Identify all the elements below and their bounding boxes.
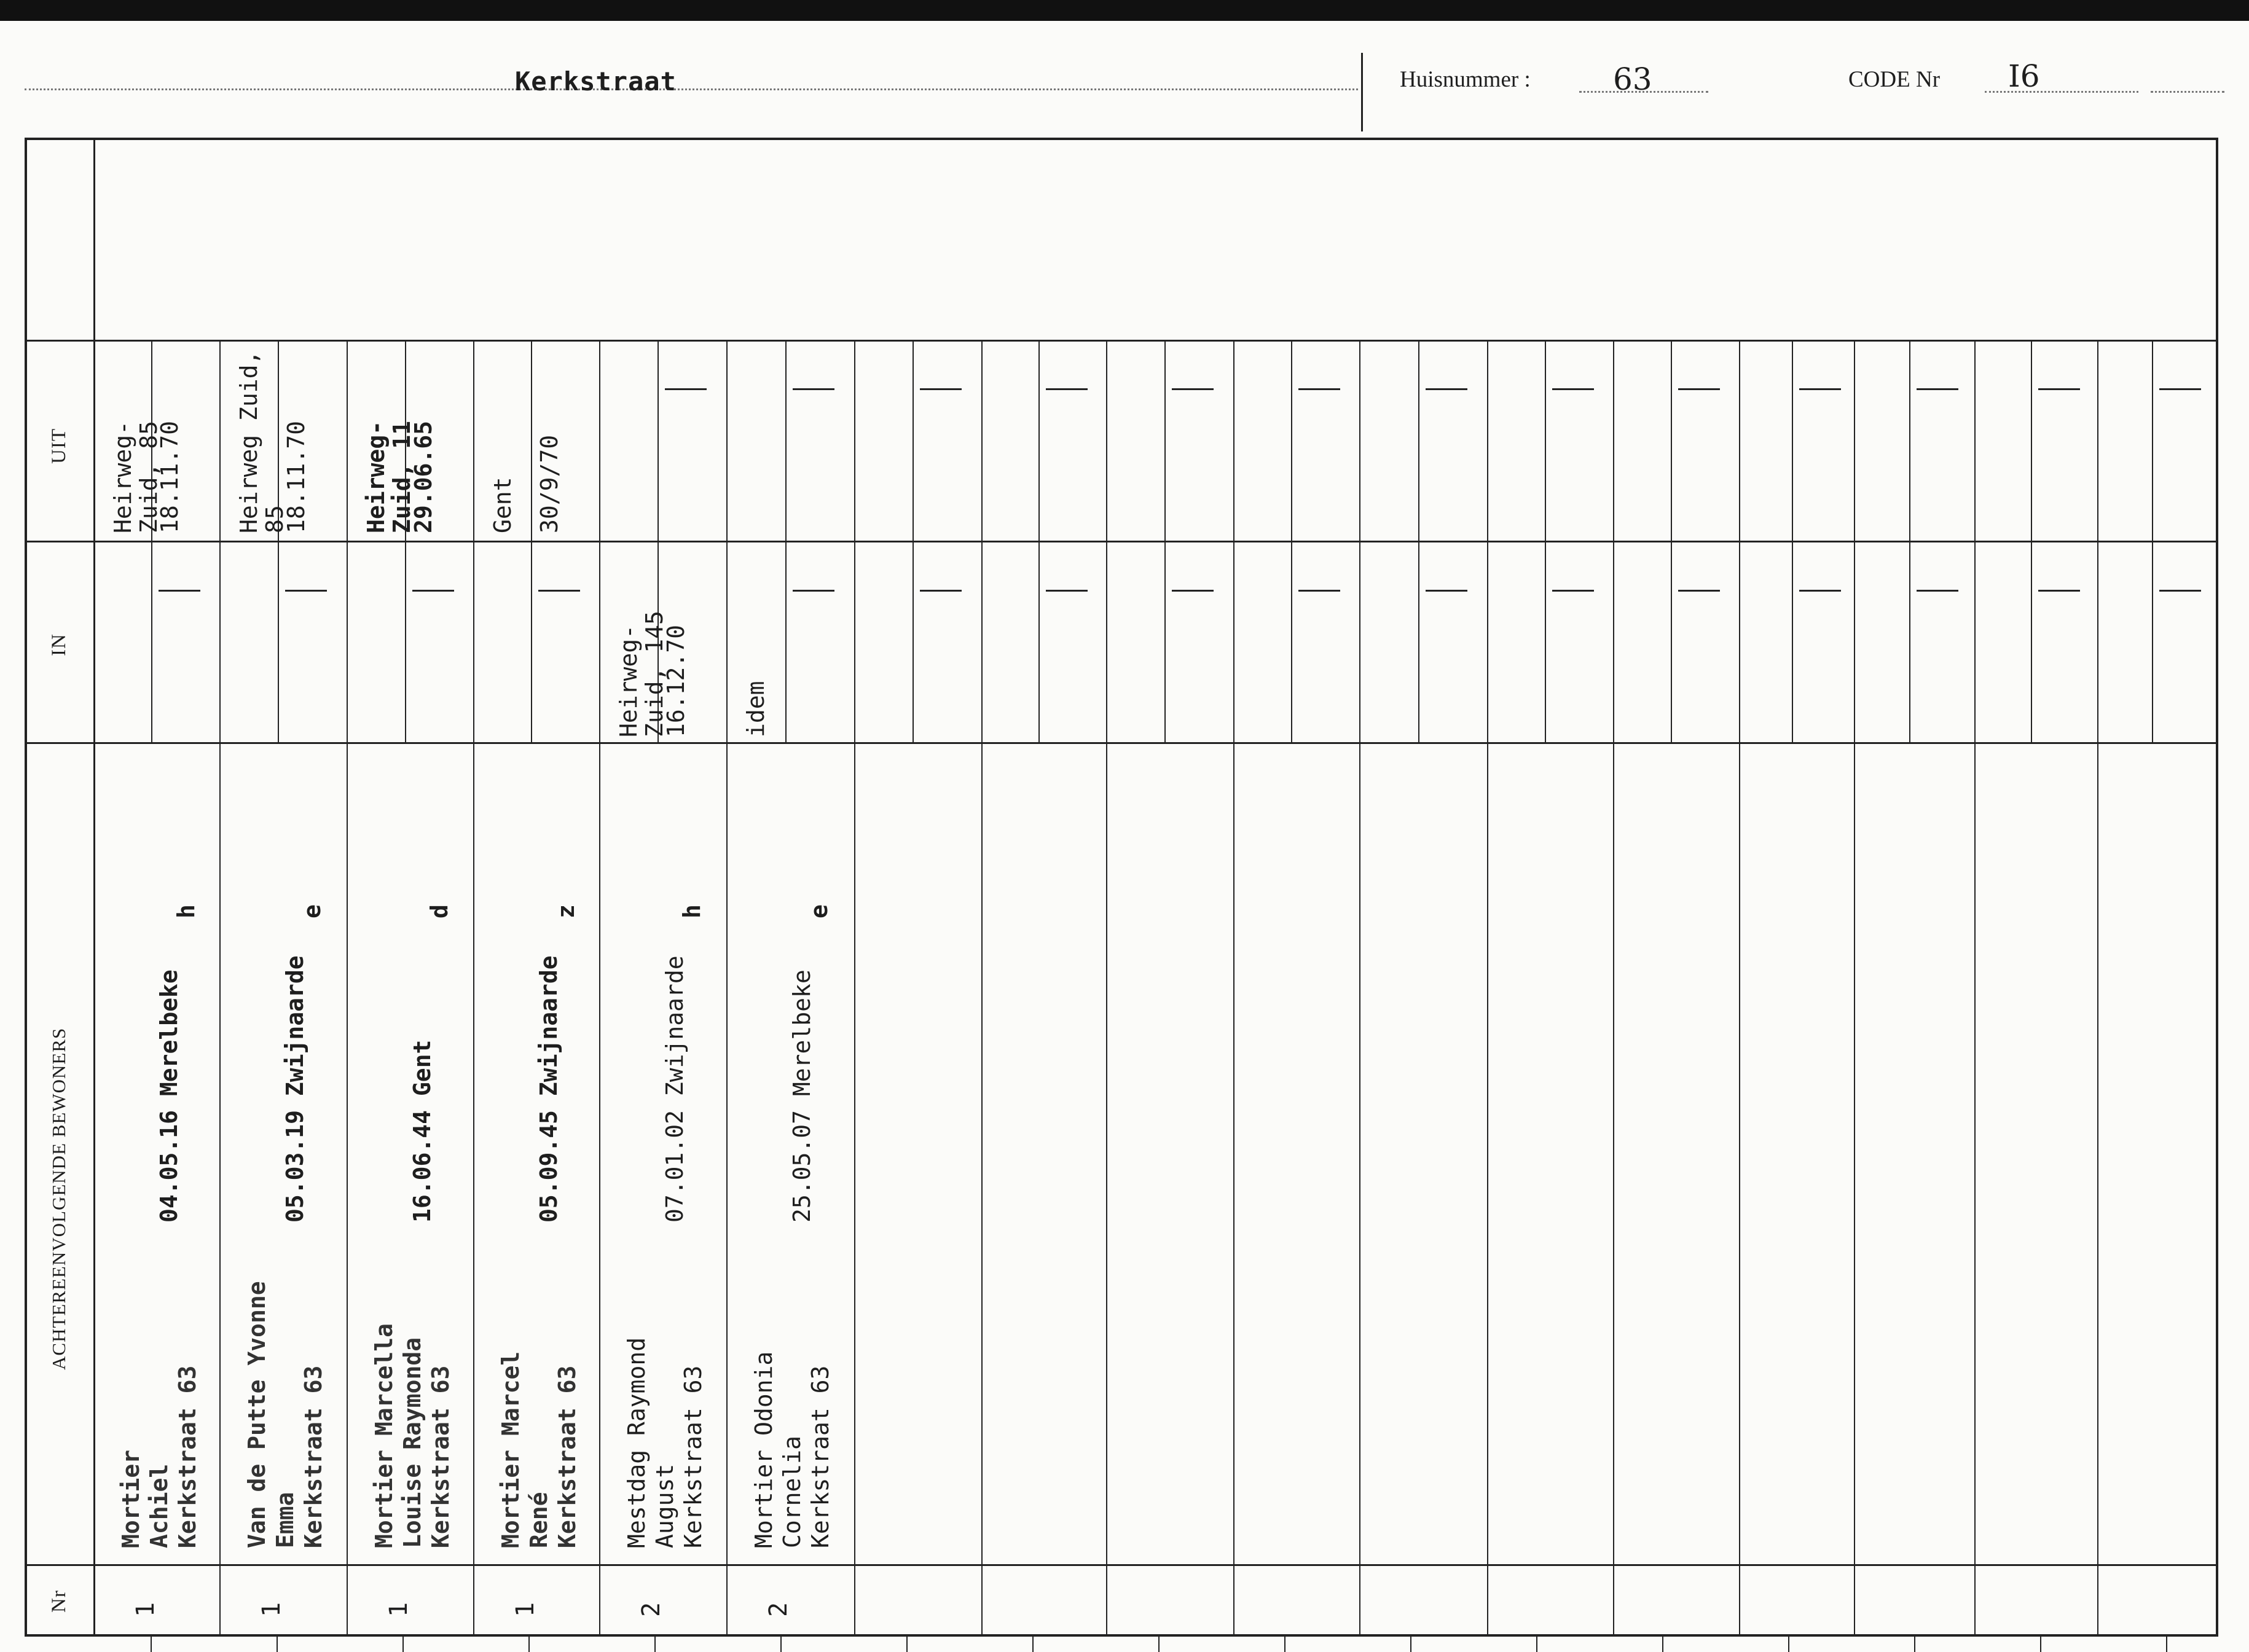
uit-subcolumn-line-3 — [531, 340, 532, 541]
column-line-11 — [1613, 340, 1614, 1634]
resident-name-line: Cornelia — [779, 1435, 806, 1548]
column-line-5 — [854, 340, 855, 1634]
bottom-tick — [402, 1637, 404, 1652]
street-dotted-line — [25, 88, 1358, 90]
code-value: I6 — [2008, 58, 2040, 94]
bottom-tick — [1284, 1637, 1285, 1652]
uit-subcolumn-line-8 — [1164, 340, 1166, 541]
column-line-14 — [1974, 340, 1976, 1634]
in-empty-dash — [1046, 590, 1088, 592]
uit-address-line: 85 — [261, 505, 288, 533]
column-line-13 — [1854, 340, 1855, 1634]
bottom-tick — [2166, 1637, 2167, 1652]
column-label-residents: ACHTEREENVOLGENDE BEWONERS — [48, 1027, 69, 1370]
in-subcolumn-line-9 — [1291, 541, 1292, 742]
uit-address-line: Zuid, 11 — [388, 420, 415, 533]
resident-name-line: Mestdag Raymond — [623, 1337, 650, 1548]
uit-empty-dash — [1917, 388, 1958, 390]
code-label: CODE Nr — [1848, 67, 1941, 92]
birth-date-place: 16.06.44 Gent — [409, 1039, 436, 1223]
in-address-line: idem — [742, 681, 769, 737]
column-label-uit: UIT — [48, 428, 70, 464]
uit-subcolumn-line-4 — [657, 340, 659, 541]
resident-name-line: René — [525, 1492, 552, 1548]
resident-name-line: Kerkstraat 63 — [300, 1365, 327, 1548]
column-label-in: IN — [48, 633, 70, 656]
uit-empty-dash — [1552, 388, 1594, 390]
row-number: 2 — [637, 1602, 665, 1617]
row-number: 1 — [385, 1602, 413, 1617]
uit-empty-dash — [1298, 388, 1340, 390]
uit-date: 29.06.65 — [410, 420, 437, 533]
column-line-1 — [347, 340, 348, 1634]
in-empty-dash — [1799, 590, 1841, 592]
in-address-line: Heirweg- — [615, 624, 642, 737]
bottom-tick — [1158, 1637, 1160, 1652]
table-top-border — [25, 138, 2216, 140]
bottom-tick — [1662, 1637, 1663, 1652]
uit-subcolumn-line-5 — [785, 340, 787, 541]
in-empty-dash — [538, 590, 580, 592]
uit-subcolumn-line-11 — [1545, 340, 1546, 541]
in-subcolumn-line-2 — [405, 541, 406, 742]
table-bottom-border — [25, 1634, 2216, 1637]
in-empty-dash — [1552, 590, 1594, 592]
in-empty-dash — [793, 590, 834, 592]
column-line-6 — [981, 340, 983, 1634]
in-subcolumn-line-0 — [151, 541, 152, 742]
bottom-tick — [780, 1637, 782, 1652]
birth-date-place: 07.01.02 Zwijnaarde — [661, 955, 688, 1223]
bottom-tick — [654, 1637, 656, 1652]
bottom-tick — [277, 1637, 278, 1652]
status-flag: h — [173, 904, 200, 918]
house-number-value: 63 — [1613, 61, 1652, 97]
in-subcolumn-line-13 — [1792, 541, 1793, 742]
resident-name-line: August — [651, 1463, 678, 1548]
header-divider — [1361, 53, 1363, 131]
resident-name-line: Kerkstraat 63 — [427, 1365, 454, 1548]
in-empty-dash — [412, 590, 454, 592]
resident-name-line: Mortier — [117, 1449, 144, 1548]
in-empty-dash — [159, 590, 200, 592]
street-name: Kerkstraat — [515, 66, 677, 96]
uit-empty-dash — [1678, 388, 1720, 390]
in-empty-dash — [1426, 590, 1467, 592]
in-empty-dash — [2159, 590, 2201, 592]
resident-name-line: Mortier Marcel — [497, 1351, 524, 1548]
in-subcolumn-line-6 — [913, 541, 914, 742]
in-empty-dash — [1678, 590, 1720, 592]
uit-date: 18.11.70 — [283, 420, 310, 533]
bottom-tick — [1536, 1637, 1537, 1652]
in-empty-dash — [1172, 590, 1214, 592]
resident-name-line: Van de Putte Yvonne — [243, 1281, 270, 1548]
row-number: 2 — [764, 1602, 793, 1617]
in-subcolumn-line-3 — [531, 541, 532, 742]
uit-subcolumn-line-10 — [1418, 340, 1419, 541]
in-subcolumn-line-15 — [2031, 541, 2032, 742]
resident-name-line: Emma — [272, 1492, 299, 1548]
bottom-tick — [2040, 1637, 2041, 1652]
uit-date: 30/9/70 — [536, 434, 563, 533]
label-column-border — [93, 138, 95, 1634]
uit-subcolumn-line-6 — [913, 340, 914, 541]
in-subcolumn-line-14 — [1909, 541, 1910, 742]
bottom-tick — [1410, 1637, 1411, 1652]
section-line-1 — [25, 541, 2216, 542]
uit-empty-dash — [793, 388, 834, 390]
house-number-label: Huisnummer : — [1400, 67, 1531, 92]
section-line-2 — [25, 742, 2216, 744]
uit-address-line: Heirweg- — [363, 420, 390, 533]
uit-subcolumn-line-14 — [1909, 340, 1910, 541]
uit-subcolumn-line-16 — [2152, 340, 2153, 541]
uit-date: 18.11.70 — [156, 420, 183, 533]
in-subcolumn-line-5 — [785, 541, 787, 742]
column-line-4 — [726, 340, 728, 1634]
uit-address-line: Gent — [489, 477, 516, 533]
in-empty-dash — [920, 590, 962, 592]
row-number: 1 — [257, 1602, 286, 1617]
row-number: 1 — [511, 1602, 540, 1617]
uit-empty-dash — [1426, 388, 1467, 390]
uit-subcolumn-line-13 — [1792, 340, 1793, 541]
section-line-0 — [25, 340, 2216, 342]
resident-name-line: Kerkstraat 63 — [680, 1365, 707, 1548]
in-empty-dash — [1917, 590, 1958, 592]
uit-subcolumn-line-12 — [1671, 340, 1672, 541]
resident-name-line: Mortier Odonia — [750, 1351, 777, 1548]
in-empty-dash — [285, 590, 327, 592]
status-flag: d — [426, 904, 453, 918]
birth-date-place: 05.09.45 Zwijnaarde — [535, 955, 562, 1223]
uit-subcolumn-line-7 — [1038, 340, 1040, 541]
table-right-border — [2216, 138, 2218, 1637]
bottom-tick — [1914, 1637, 1915, 1652]
in-empty-dash — [1298, 590, 1340, 592]
uit-subcolumn-line-9 — [1291, 340, 1292, 541]
resident-name-line: Achiel — [146, 1463, 173, 1548]
column-line-8 — [1233, 340, 1234, 1634]
resident-name-line: Kerkstraat 63 — [174, 1365, 201, 1548]
status-flag: h — [678, 904, 705, 918]
column-label-nr: Nr — [48, 1590, 70, 1613]
uit-empty-dash — [665, 388, 707, 390]
column-line-9 — [1359, 340, 1360, 1634]
status-flag: e — [806, 904, 833, 918]
uit-empty-dash — [2038, 388, 2080, 390]
uit-address-line: Heirweg- — [109, 420, 136, 533]
column-line-0 — [219, 340, 221, 1634]
uit-address-line: Heirweg Zuid, — [235, 350, 262, 533]
in-subcolumn-line-8 — [1164, 541, 1166, 742]
bottom-tick — [528, 1637, 530, 1652]
uit-empty-dash — [1172, 388, 1214, 390]
section-line-3 — [25, 1564, 2216, 1566]
column-line-12 — [1739, 340, 1740, 1634]
in-subcolumn-line-16 — [2152, 541, 2153, 742]
uit-empty-dash — [1046, 388, 1088, 390]
bottom-tick — [1032, 1637, 1034, 1652]
uit-empty-dash — [1799, 388, 1841, 390]
status-flag: e — [299, 904, 326, 918]
in-address-line: Zuid, 145 — [641, 611, 668, 737]
resident-name-line: Kerkstraat 63 — [807, 1365, 834, 1548]
in-subcolumn-line-1 — [278, 541, 279, 742]
in-subcolumn-line-7 — [1038, 541, 1040, 742]
in-empty-dash — [2038, 590, 2080, 592]
bottom-tick — [906, 1637, 908, 1652]
resident-name-line: Mortier Marcella — [371, 1323, 398, 1548]
uit-subcolumn-line-15 — [2031, 340, 2032, 541]
bottom-tick — [1788, 1637, 1789, 1652]
column-line-15 — [2097, 340, 2098, 1634]
row-number: 1 — [131, 1602, 160, 1617]
uit-empty-dash — [920, 388, 962, 390]
table-left-border — [25, 138, 27, 1637]
in-subcolumn-line-10 — [1418, 541, 1419, 742]
uit-address-line: Zuid, 85 — [135, 420, 162, 533]
birth-date-place: 05.03.19 Zwijnaarde — [281, 955, 308, 1223]
resident-name-line: Louise Raymonda — [399, 1337, 426, 1548]
uit-empty-dash — [2159, 388, 2201, 390]
birth-date-place: 25.05.07 Merelbeke — [788, 969, 815, 1223]
birth-date-place: 04.05.16 Merelbeke — [155, 969, 183, 1223]
column-line-2 — [473, 340, 474, 1634]
in-date: 16.12.70 — [662, 624, 689, 737]
column-line-3 — [599, 340, 600, 1634]
in-subcolumn-line-12 — [1671, 541, 1672, 742]
right-dotted-line — [2151, 91, 2224, 93]
resident-name-line: Kerkstraat 63 — [554, 1365, 581, 1548]
column-line-10 — [1487, 340, 1488, 1634]
status-flag: z — [552, 904, 579, 918]
bottom-tick — [151, 1637, 152, 1652]
column-line-7 — [1106, 340, 1107, 1634]
top-border-strip — [0, 0, 2249, 21]
in-subcolumn-line-11 — [1545, 541, 1546, 742]
